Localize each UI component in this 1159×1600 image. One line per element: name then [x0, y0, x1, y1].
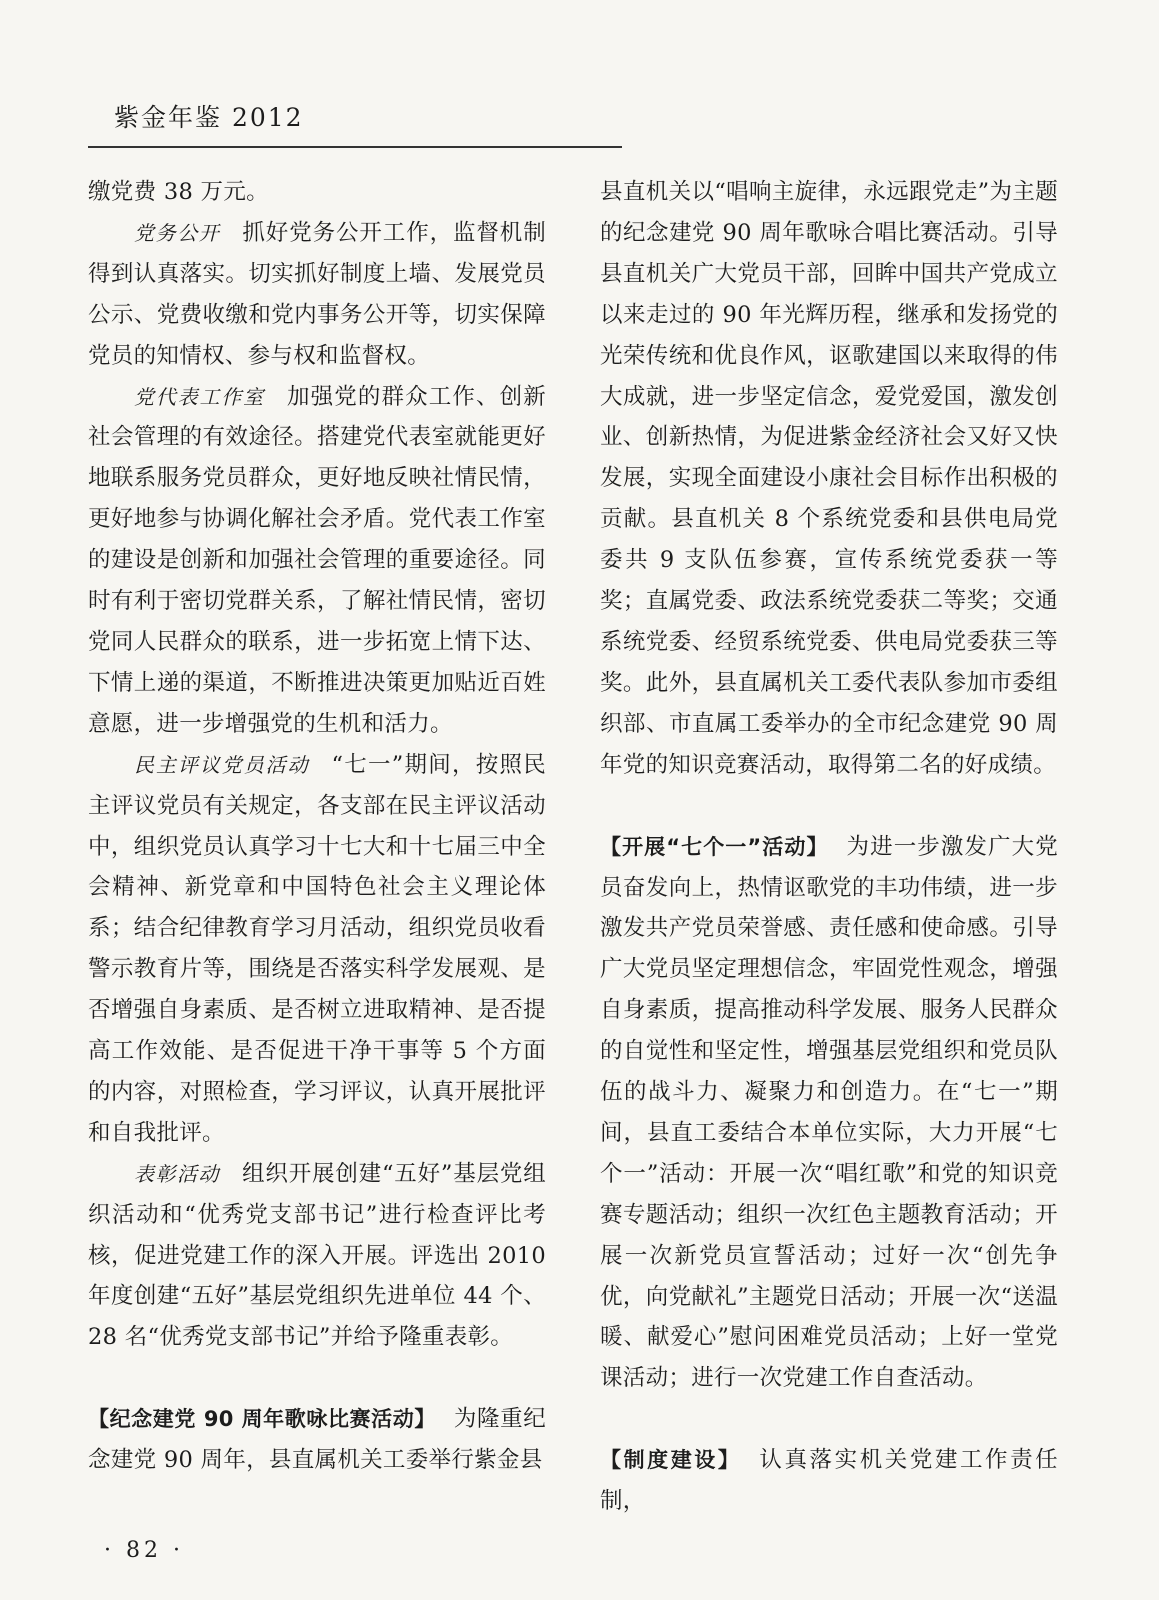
- right-column: [600, 172, 1058, 1522]
- section-heading: 【开展“七个一”活动】: [600, 834, 829, 859]
- section-gap: [88, 1358, 546, 1399]
- paragraph-commendation: 表彰活动 组织开展创建“五好”基层党组织活动和“优秀党支部书记”进行检查评比考核，促进党建工作的深入开展。评选出 2010 年度创建“五好”基层党组织先进单位 44 个、28 名“优秀党支部书记”并给予隆重表彰。: [88, 1160, 546, 1351]
- section-heading: 【制度建设】: [600, 1448, 742, 1473]
- paragraph-party-affairs-openness: 党务公开 抓好党务公开工作，监督机制得到认真落实。切实抓好制度上墙、发展党员公示、党费收缴和党内事务公开等，切实保障党员的知情权、参与权和监督权。: [88, 219, 547, 369]
- paragraph-representative-office: 党代表工作室 加强党的群众工作、创新社会管理的有效途径。搭建党代表室就能更好地联系服务党员群众，更好地反映社情民情，更好地参与协调化解社会矛盾。党代表工作室的建设是创新和加强社会管理的重要途径。同时有利于密切党群关系，了解社情民情，密切党同人民群众的联系，进一步拓宽上情下达、下情上递的渠道，不断推进决策更加贴近百姓意愿，进一步增强党的生机和活力。: [88, 383, 546, 737]
- section-gap: [600, 786, 1058, 827]
- paragraph-democratic-evaluation: 民主评议党员活动 “七一”期间，按照民主评议党员有关规定，各支部在民主评议活动中，组织党员认真学习十七大和十七届三中全会精神、新党章和中国特色社会主义理论体系；结合纪律教育学习月活动，组织党员收看警示教育片等，围绕是否落实科学发展观、是否增强自身素质、是否树立进取精神、是否提高工作效能、是否促进干净干事等 5 个方面的内容，对照检查，学习评议，认真开展批评和自我批评。: [88, 751, 546, 1146]
- header-rule: [88, 146, 622, 148]
- page-number: · 82 ·: [104, 1538, 184, 1563]
- left-column: [88, 172, 546, 1481]
- paragraph-lead: 表彰活动: [134, 1161, 221, 1186]
- section-heading: 【纪念建党 90 周年歌咏比赛活动】: [88, 1407, 436, 1432]
- paragraph: 县直机关以“唱响主旋律，永远跟党走”为主题的纪念建党 90 周年歌咏合唱比赛活动。引导县直机关广大党员干部，回眸中国共产党成立以来走过的 90 年光辉历程，继承和发扬党的光荣传统和优良作风，讴歌建国以来取得的伟大成就，进一步坚定信念，爱党爱国，激发创业、创新热情，为促进紫金经济社会又好又快发展，实现全面建设小康社会目标作出积极的贡献。县直机关 8 个系统党委和县供电局党委共 9 支队伍参赛，宣传系统党委获一等奖；直属党委、政法系统党委获二等奖；交通系统党委、经贸系统党委、供电局党委获三等奖。此外，县直属机关工委代表队参加市委组织部、市直属工委举办的全市纪念建党 90 周年党的知识竞赛活动，取得第二名的好成绩。: [600, 179, 1058, 778]
- paragraph-lead: 党务公开: [134, 220, 221, 245]
- header-title: 紫金年鉴 2012: [114, 103, 304, 132]
- section-system-building: 【制度建设】 认真落实机关党建工作责任制，: [600, 1447, 1058, 1515]
- section-anniversary-singing: 【纪念建党 90 周年歌咏比赛活动】 为隆重纪念建党 90 周年，县直属机关工委举行紫金县: [88, 1406, 546, 1474]
- section-seven-ones: 【开展“七个一”活动】 为进一步激发广大党员奋发向上，热情讴歌党的丰功伟绩，进一步激发共产党员荣誉感、责任感和使命感。引导广大党员坚定理想信念，牢固党性观念，增强自身素质，提高推动科学发展、服务人民群众的自觉性和坚定性，增强基层党组织和党员队伍的战斗力、凝聚力和创造力。在“七一”期间，县直工委结合本单位实际，大力开展“七个一”活动：开展一次“唱红歌”和党的知识竞赛专题活动；组织一次红色主题教育活动；开展一次新党员宣誓活动；过好一次“创先争优，向党献礼”主题党日活动；开展一次“送温暖、献爱心”慰问困难党员活动；上好一堂党课活动；进行一次党建工作自查活动。: [600, 833, 1059, 1392]
- paragraph-lead: 党代表工作室: [134, 384, 265, 409]
- running-header: [88, 100, 622, 148]
- paragraph-lead: 民主评议党员活动: [134, 752, 310, 777]
- paragraph: 缴党费 38 万元。: [88, 179, 269, 205]
- section-gap: [600, 1399, 1058, 1440]
